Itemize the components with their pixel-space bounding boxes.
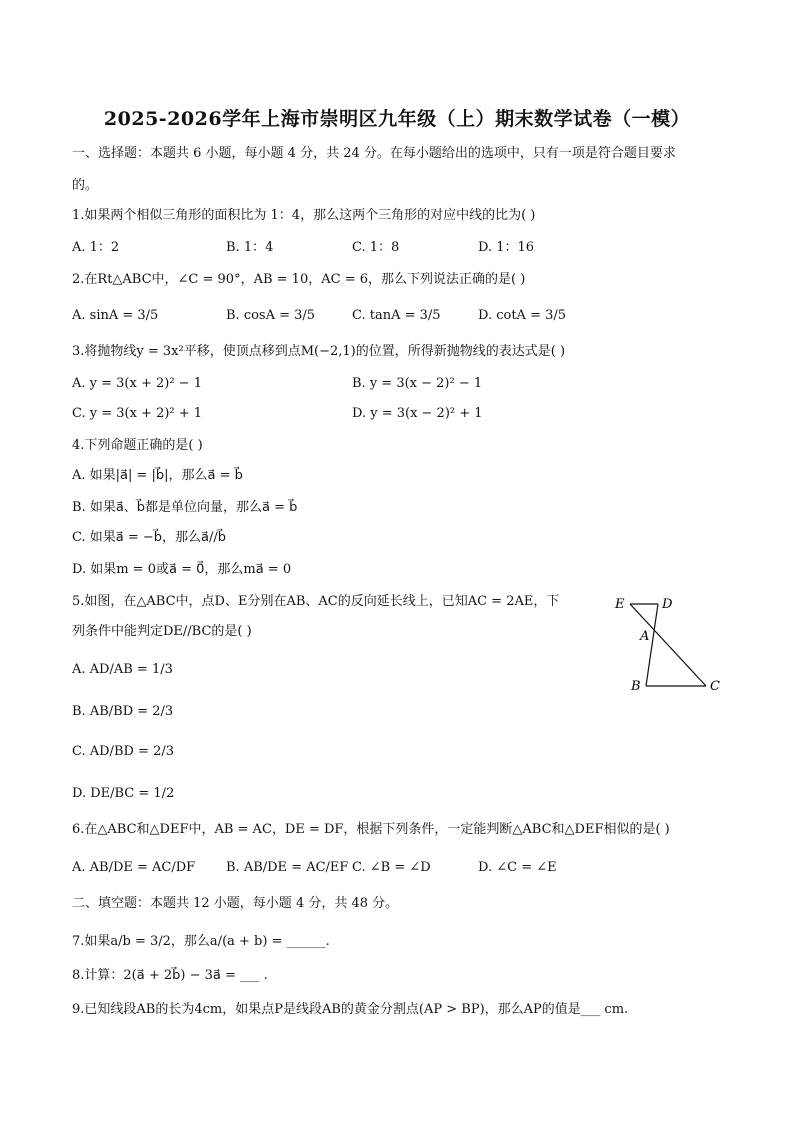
segment-DB: [646, 604, 658, 686]
q8-stem: 8.计算：2(a⃗ + 2b⃗) − 3a⃗ = ___ .: [72, 968, 268, 983]
q6-option-b: B. AB/DE = AC/EF: [226, 860, 349, 875]
q5-option-d: D. DE/BC = 1/2: [72, 786, 175, 801]
q6-option-d: D. ∠C = ∠E: [478, 860, 557, 875]
q4-option-c: C. 如果a⃗ = −b⃗，那么a⃗//b⃗: [72, 530, 226, 545]
q3-option-d: D. y = 3(x − 2)² + 1: [352, 406, 483, 421]
q1-option-d: D. 1：16: [478, 240, 535, 255]
section1-header-line1: 一、选择题：本题共 6 小题，每小题 4 分，共 24 分。在每小题给出的选项中，只有一项是符合题目要求: [72, 146, 676, 161]
q3-option-c: C. y = 3(x + 2)² + 1: [72, 406, 203, 421]
q2-option-b: B. cosA = 3/5: [226, 308, 316, 323]
q4-option-a: A. 如果|a⃗| = |b⃗|，那么a⃗ = b⃗: [72, 468, 243, 483]
label-B: B: [631, 679, 641, 692]
q2-option-d: D. cotA = 3/5: [478, 308, 567, 323]
q2-option-c: C. tanA = 3/5: [352, 308, 441, 323]
q5-option-c: C. AD/BD = 2/3: [72, 744, 174, 759]
q6-stem: 6.在△ABC和△DEF中，AB = AC，DE = DF，根据下列条件，一定能判断△ABC和△DEF相似的是( ): [72, 822, 670, 837]
label-D: D: [662, 597, 673, 612]
label-C: C: [710, 679, 720, 692]
q5-stem-line1: 5.如图，在△ABC中，点D、E分别在AB、AC的反向延长线上，已知AC = 2AE，下: [72, 594, 560, 609]
q3-stem: 3.将抛物线y = 3x²平移，使顶点移到点M(−2,1)的位置，所得新抛物线的表达式是( ): [72, 344, 566, 359]
q5-option-b: B. AB/BD = 2/3: [72, 704, 174, 719]
q4-option-d: D. 如果m = 0或a⃗ = 0⃗，那么ma⃗ = 0: [72, 562, 292, 577]
q3-option-b: B. y = 3(x − 2)² − 1: [352, 376, 483, 391]
segment-EC: [630, 604, 706, 686]
label-A: A: [640, 629, 650, 644]
q4-option-b: B. 如果a⃗、b⃗都是单位向量，那么a⃗ = b⃗: [72, 500, 298, 515]
q3-option-a: A. y = 3(x + 2)² − 1: [72, 376, 202, 391]
q1-option-a: A. 1：2: [72, 240, 120, 255]
q6-option-a: A. AB/DE = AC/DF: [72, 860, 196, 875]
q1-option-b: B. 1：4: [226, 240, 274, 255]
section2-header: 二、填空题：本题共 12 小题，每小题 4 分，共 48 分。: [72, 896, 399, 911]
q1-option-c: C. 1：8: [352, 240, 400, 255]
section1-header-line2: 的。: [72, 178, 99, 193]
q6-option-c: C. ∠B = ∠D: [352, 860, 431, 875]
q2-option-a: A. sinA = 3/5: [72, 308, 159, 323]
q7-stem: 7.如果a/b = 3/2，那么a/(a + b) = ______.: [72, 934, 330, 949]
q5-stem-line2: 列条件中能判定DE//BC的是( ): [72, 624, 252, 639]
q4-stem: 4.下列命题正确的是( ): [72, 438, 203, 453]
q2-stem: 2.在Rt△ABC中，∠C = 90°，AB = 10，AC = 6，那么下列说法正确的是( ): [72, 272, 526, 287]
label-E: E: [615, 597, 625, 612]
page-title: 2025-2026学年上海市崇明区九年级（上）期末数学试卷（一模）: [103, 108, 691, 130]
q1-stem: 1.如果两个相似三角形的面积比为 1：4，那么这两个三角形的对应中线的比为( ): [72, 208, 536, 223]
q9-stem: 9.已知线段AB的长为4cm，如果点P是线段AB的黄金分割点(AP > BP)，那么AP的值是___ cm.: [72, 1002, 629, 1017]
q5-option-a: A. AD/AB = 1/3: [72, 662, 173, 677]
q5-triangle-figure: [612, 592, 732, 692]
